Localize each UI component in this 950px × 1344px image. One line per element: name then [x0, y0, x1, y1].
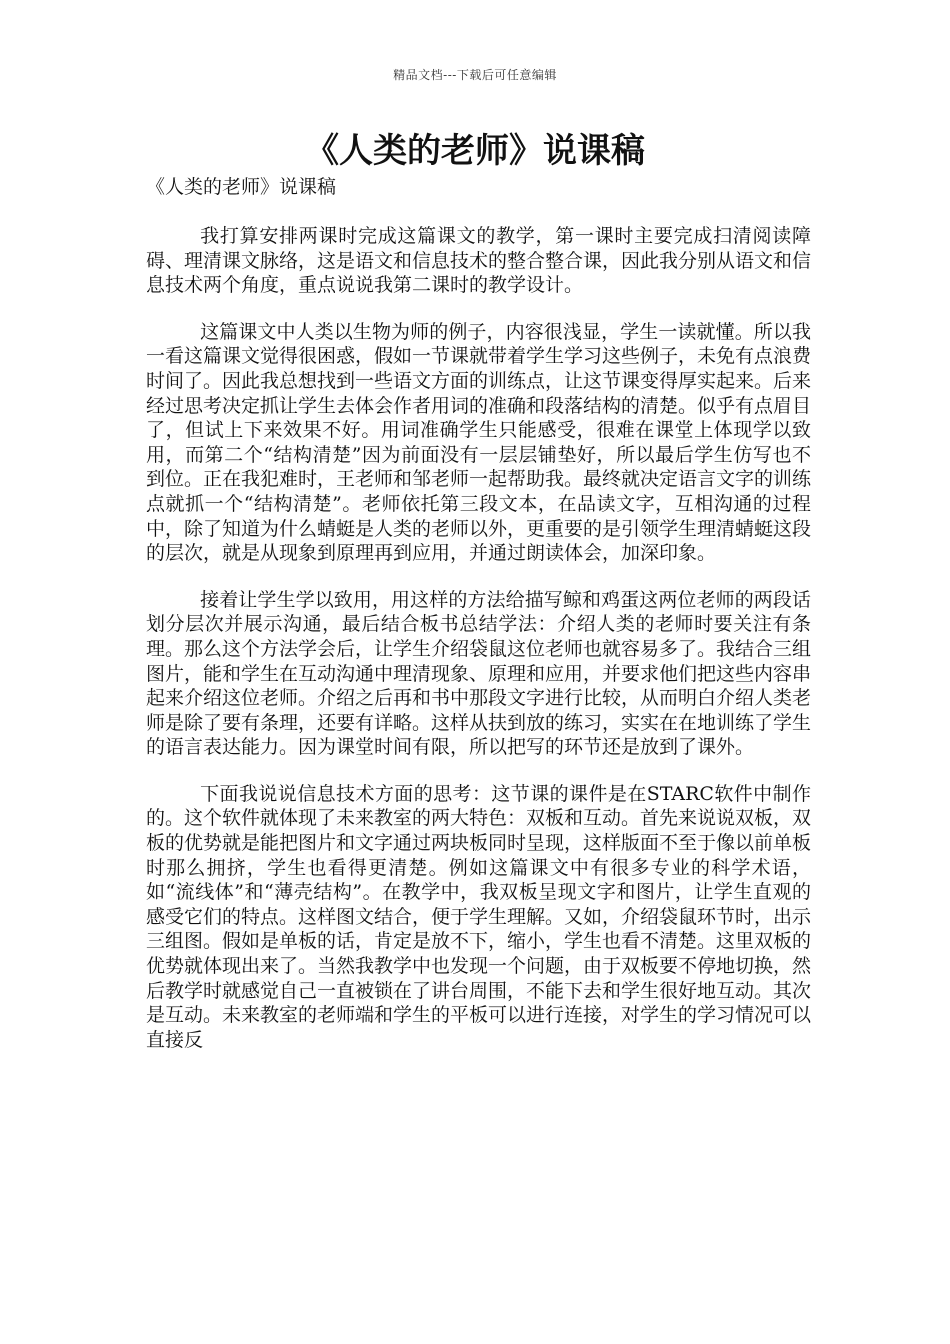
paragraph-3: 接着让学生学以致用，用这样的方法给描写鲸和鸡蛋这两位老师的两段话划分层次并展示沟通，最后结合板书总结学法：介绍人类的老师时要关注有条理。那么这个方法学会后，让学生介绍袋鼠这位老师也就容易多了。我结合三组图片，能和学生在互动沟通中理清现象、原理和应用，并要求他们把这些内容串起来介绍这位老师。介绍之后再和书中那段文字进行比较，从而明白介绍人类老师是除了要有条理，还要有详略。这样从扶到放的练习，实实在在地训练了学生的语言表达能力。因为课堂时间有限，所以把写的环节还是放到了课外。	[146, 588, 812, 759]
document-subtitle: 《人类的老师》说课稿	[146, 176, 337, 198]
header-note: 精品文档---下载后可任意编辑	[393, 68, 557, 82]
paragraph-1: 我打算安排两课时完成这篇课文的教学，第一课时主要完成扫清阅读障碍、理清课文脉络，这是语文和信息技术的整合整合课，因此我分别从语文和信息技术两个角度，重点说说我第二课时的教学设计。	[146, 225, 812, 297]
paragraph-4: 下面我说说信息技术方面的思考：这节课的课件是在STARC软件中制作的。这个软件就体现了未来教室的两大特色：双板和互动。首先来说说双板，双板的优势就是能把图片和文字通过两块板同时呈现，这样版面不至于像以前单板时那么拥挤，学生也看得更清楚。例如这篇课文中有很多专业的科学术语，如“流线体”和“薄壳结构”。在教学中，我双板呈现文字和图片，让学生直观的感受它们的特点。这样图文结合，便于学生理解。又如，介绍袋鼠环节时，出示三组图。假如是单板的话，肯定是放不下，缩小，学生也看不清楚。这里双板的优势就体现出来了。当然我教学中也发现一个问题，由于双板要不停地切换，然后教学时就感觉自己一直被锁在了讲台周围，不能下去和学生很好地互动。其次是互动。未来教室的老师端和学生的平板可以进行连接，对学生的学习情况可以直接反	[146, 782, 812, 1051]
paragraph-2: 这篇课文中人类以生物为师的例子，内容很浅显，学生一读就懂。所以我一看这篇课文觉得很困惑，假如一节课就带着学生学习这些例子，未免有点浪费时间了。因此我总想找到一些语文方面的训练点，让这节课变得厚实起来。后来经过思考决定抓让学生去体会作者用词的准确和段落结构的清楚。似乎有点眉目了，但试上下来效果不好。用词准确学生只能感受，很难在课堂上体现学以致用，而第二个“结构清楚”因为前面没有一层层铺垫好，所以最后学生仿写也不到位。正在我犯难时，王老师和邹老师一起帮助我。最终就决定语言文字的训练点就抓一个“结构清楚”。老师依托第三段文本，在品读文字，互相沟通的过程中，除了知道为什么蜻蜓是人类的老师以外，更重要的是引领学生理清蜻蜓这段的层次，就是从现象到原理再到应用，并通过朗读体会，加深印象。	[146, 320, 812, 565]
document-title: 《人类的老师》说课稿	[305, 131, 645, 171]
document-body	[146, 224, 811, 1074]
